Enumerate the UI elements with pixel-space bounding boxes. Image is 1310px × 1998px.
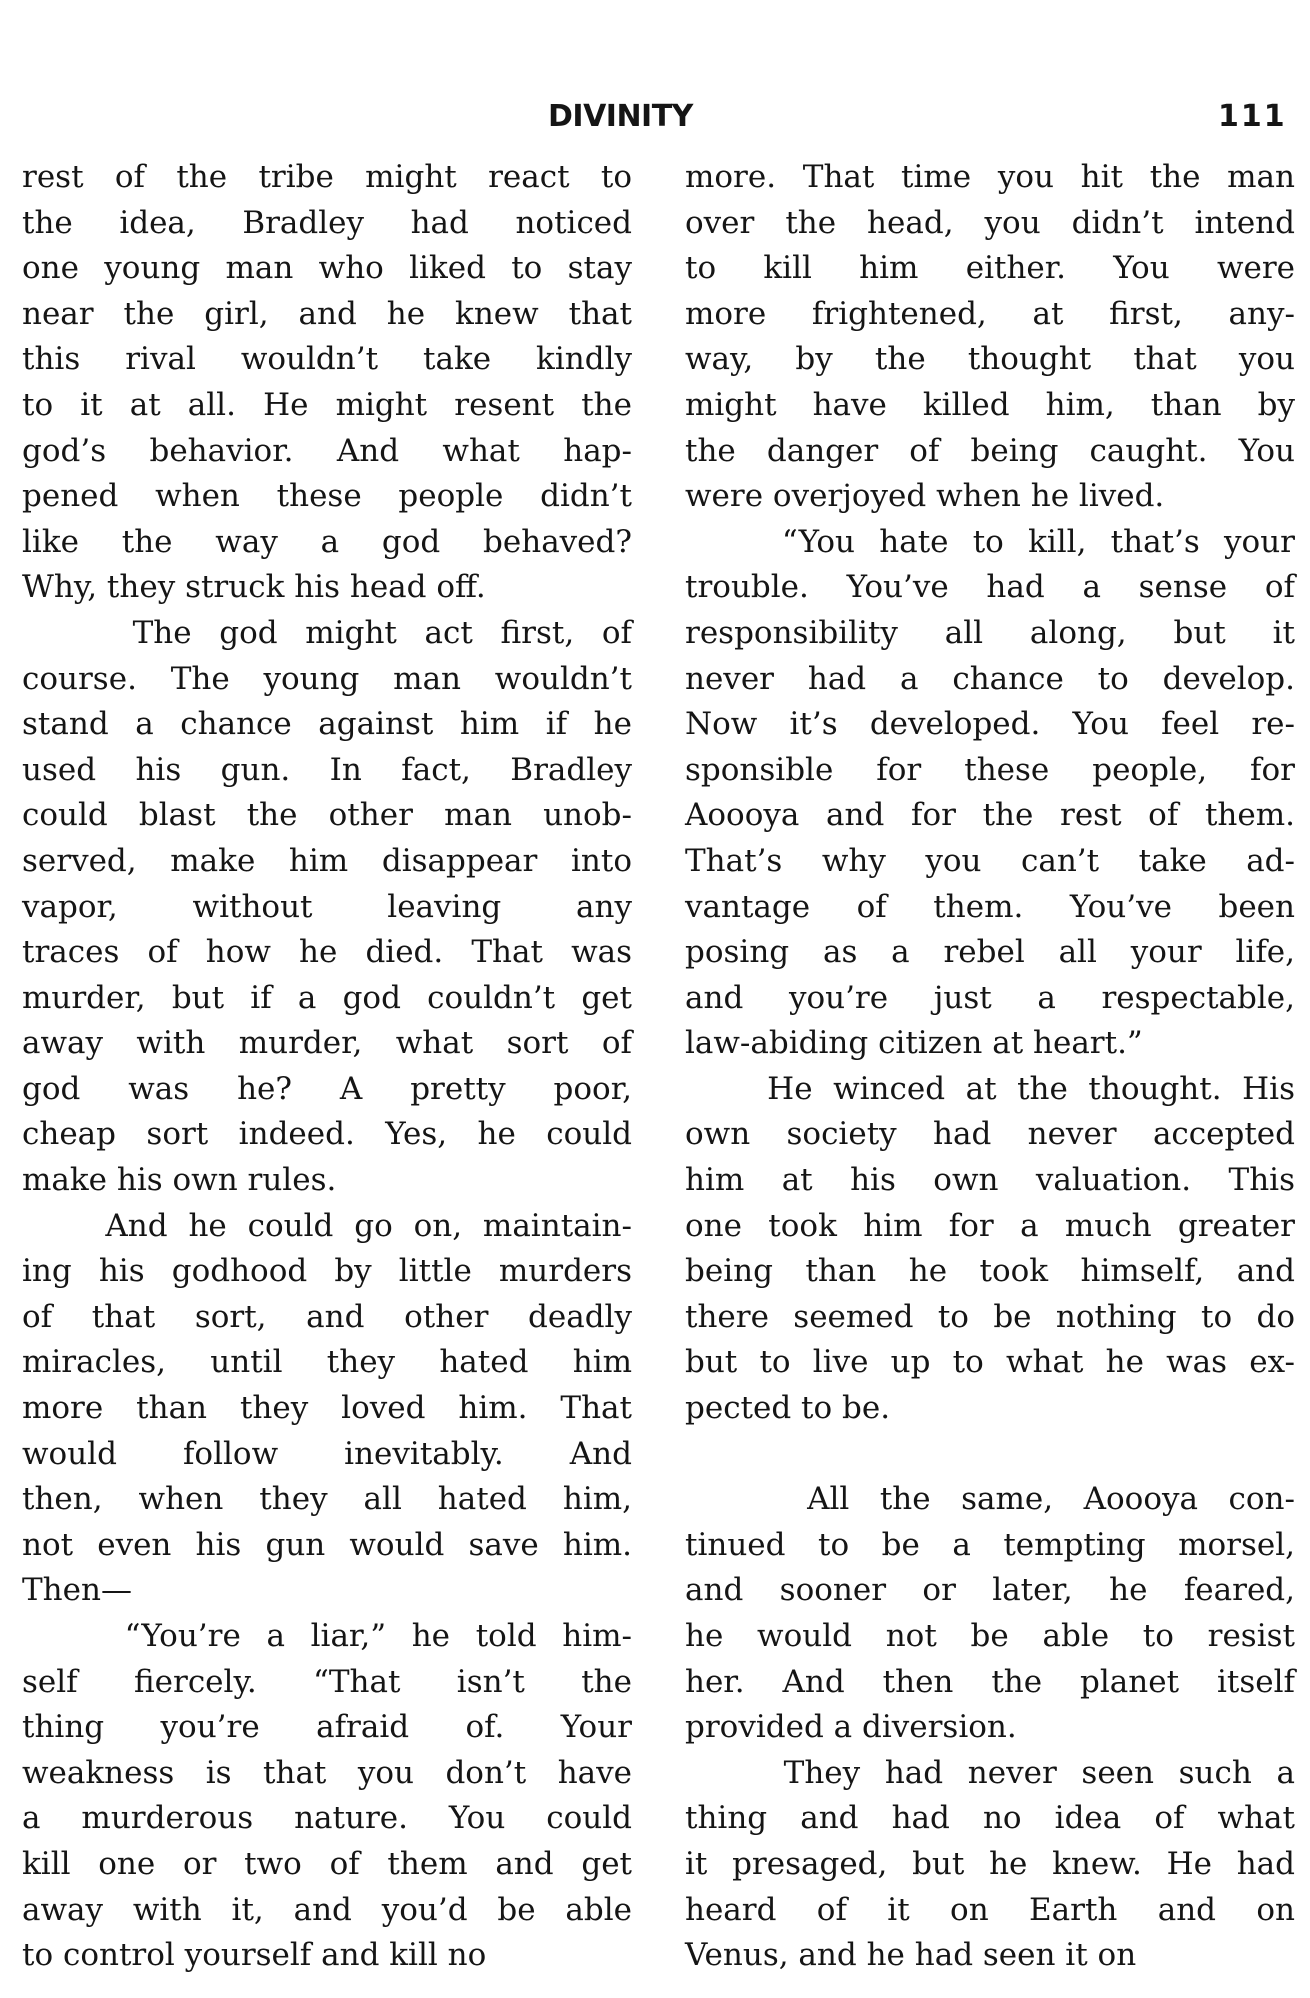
right-column [685, 155, 1295, 1979]
text-line: like the way a god behaved? [22, 523, 632, 560]
text-line: cheap sort indeed. Yes, he could [22, 1116, 632, 1153]
text-line: “You’re a liar,” he told him- [22, 1618, 632, 1654]
text-line: to kill him either. You were [685, 250, 1295, 287]
text-line: the idea, Bradley had noticed [22, 204, 632, 241]
text-line: And he could go on, maintain- [22, 1207, 632, 1244]
text-line: more than they loved him. That [22, 1390, 632, 1427]
text-line: Then— [22, 1572, 132, 1609]
text-line: could blast the other man unob- [22, 797, 632, 834]
paragraph [685, 155, 1295, 520]
text-line: never had a chance to develop. [685, 660, 1295, 697]
paragraph [22, 155, 632, 611]
text-line: “You hate to kill, that’s your [685, 523, 1295, 560]
left-column [22, 155, 632, 1979]
text-line: own society had never accepted [685, 1116, 1295, 1153]
text-line: murder, but if a god couldn’t get [22, 979, 632, 1016]
paragraph [22, 1614, 632, 1979]
paragraph [685, 1067, 1295, 1432]
text-line: not even his gun would save him. [22, 1526, 632, 1563]
text-line: responsibility all along, but it [685, 614, 1295, 651]
text-line: vantage of them. You’ve been [685, 888, 1295, 925]
text-line: thing and had no idea of what [685, 1800, 1295, 1837]
text-line: he would not be able to resist [685, 1618, 1295, 1654]
text-line: They had never seen such a [685, 1754, 1295, 1791]
section-break [685, 1432, 1295, 1478]
text-line: Why, they struck his head off. [22, 569, 486, 606]
text-line: then, when they all hated him, [22, 1481, 632, 1518]
text-line: pened when these people didn’t [22, 478, 632, 515]
paragraph [685, 520, 1295, 1067]
text-line: vapor, without leaving any [22, 888, 632, 925]
text-line: thing you’re afraid of. Your [22, 1709, 632, 1746]
text-line: That’s why you can’t take ad- [685, 842, 1295, 879]
text-line: ing his godhood by little murders [22, 1253, 632, 1290]
text-line: trouble. You’ve had a sense of [685, 569, 1295, 606]
text-line: there seemed to be nothing to do [685, 1298, 1295, 1335]
text-line: traces of how he died. That was [22, 934, 632, 971]
text-line: of that sort, and other deadly [22, 1298, 632, 1335]
text-line: him at his own valuation. This [685, 1162, 1295, 1199]
text-line: Aoooya and for the rest of them. [685, 797, 1295, 834]
text-line: law-abiding citizen at heart.” [685, 1025, 1143, 1062]
text-line: away with it, and you’d be able [22, 1891, 632, 1928]
text-line: this rival wouldn’t take kindly [22, 341, 632, 378]
paragraph [685, 1477, 1295, 1751]
text-line: He winced at the thought. His [685, 1070, 1295, 1107]
text-line: course. The young man wouldn’t [22, 660, 632, 697]
text-line: tinued to be a tempting morsel, [685, 1526, 1295, 1563]
text-line: weakness is that you don’t have [22, 1754, 632, 1791]
page-number: 111 [1218, 99, 1287, 134]
text-line: might have killed him, than by [685, 386, 1295, 423]
paragraph [22, 611, 632, 1204]
text-line: over the head, you didn’t intend [685, 204, 1295, 241]
text-line: it presaged, but he knew. He had [685, 1845, 1295, 1882]
text-line: were overjoyed when he lived. [685, 478, 1165, 515]
text-line: to control yourself and kill no [22, 1937, 487, 1974]
text-line: stand a chance against him if he [22, 706, 632, 743]
text-line: All the same, Aoooya con- [685, 1481, 1295, 1518]
text-line: more frightened, at first, any- [685, 295, 1295, 332]
text-line: kill one or two of them and get [22, 1845, 632, 1882]
text-line: to it at all. He might resent the [22, 386, 632, 423]
text-line: Venus, and he had seen it on [685, 1937, 1137, 1974]
running-head [0, 98, 1310, 138]
paragraph [685, 1751, 1295, 1979]
text-line: posing as a rebel all your life, [685, 934, 1295, 971]
text-line: sponsible for these people, for [685, 751, 1295, 788]
text-line: a murderous nature. You could [22, 1800, 632, 1837]
text-line: more. That time you hit the man [685, 159, 1295, 195]
text-line: but to live up to what he was ex- [685, 1344, 1295, 1381]
text-line: being than he took himself, and [685, 1253, 1295, 1290]
paragraph [22, 1204, 632, 1614]
text-line: The god might act first, of [22, 614, 632, 651]
text-line: would follow inevitably. And [22, 1435, 632, 1472]
text-line: and you’re just a respectable, [685, 979, 1295, 1016]
text-line: her. And then the planet itself [685, 1663, 1295, 1700]
text-line: away with murder, what sort of [22, 1025, 632, 1062]
chapter-title: DIVINITY [548, 99, 693, 134]
text-line: way, by the thought that you [685, 341, 1295, 378]
text-line: heard of it on Earth and on [685, 1891, 1295, 1928]
text-line: god’s behavior. And what hap- [22, 432, 632, 469]
text-line: and sooner or later, he feared, [685, 1572, 1295, 1609]
text-line: Now it’s developed. You feel re- [685, 706, 1295, 743]
text-line: god was he? A pretty poor, [22, 1070, 632, 1107]
text-line: the danger of being caught. You [685, 432, 1295, 469]
text-line: one took him for a much greater [685, 1207, 1295, 1244]
text-line: pected to be. [685, 1390, 891, 1427]
text-line: make his own rules. [22, 1162, 337, 1199]
text-line: near the girl, and he knew that [22, 295, 632, 332]
text-line: provided a diversion. [685, 1709, 1017, 1746]
text-line: rest of the tribe might react to [22, 159, 632, 195]
text-line: miracles, until they hated him [22, 1344, 632, 1381]
text-line: self fiercely. “That isn’t the [22, 1663, 632, 1700]
text-line: served, make him disappear into [22, 842, 632, 879]
text-line: used his gun. In fact, Bradley [22, 751, 632, 788]
text-line: one young man who liked to stay [22, 250, 632, 287]
